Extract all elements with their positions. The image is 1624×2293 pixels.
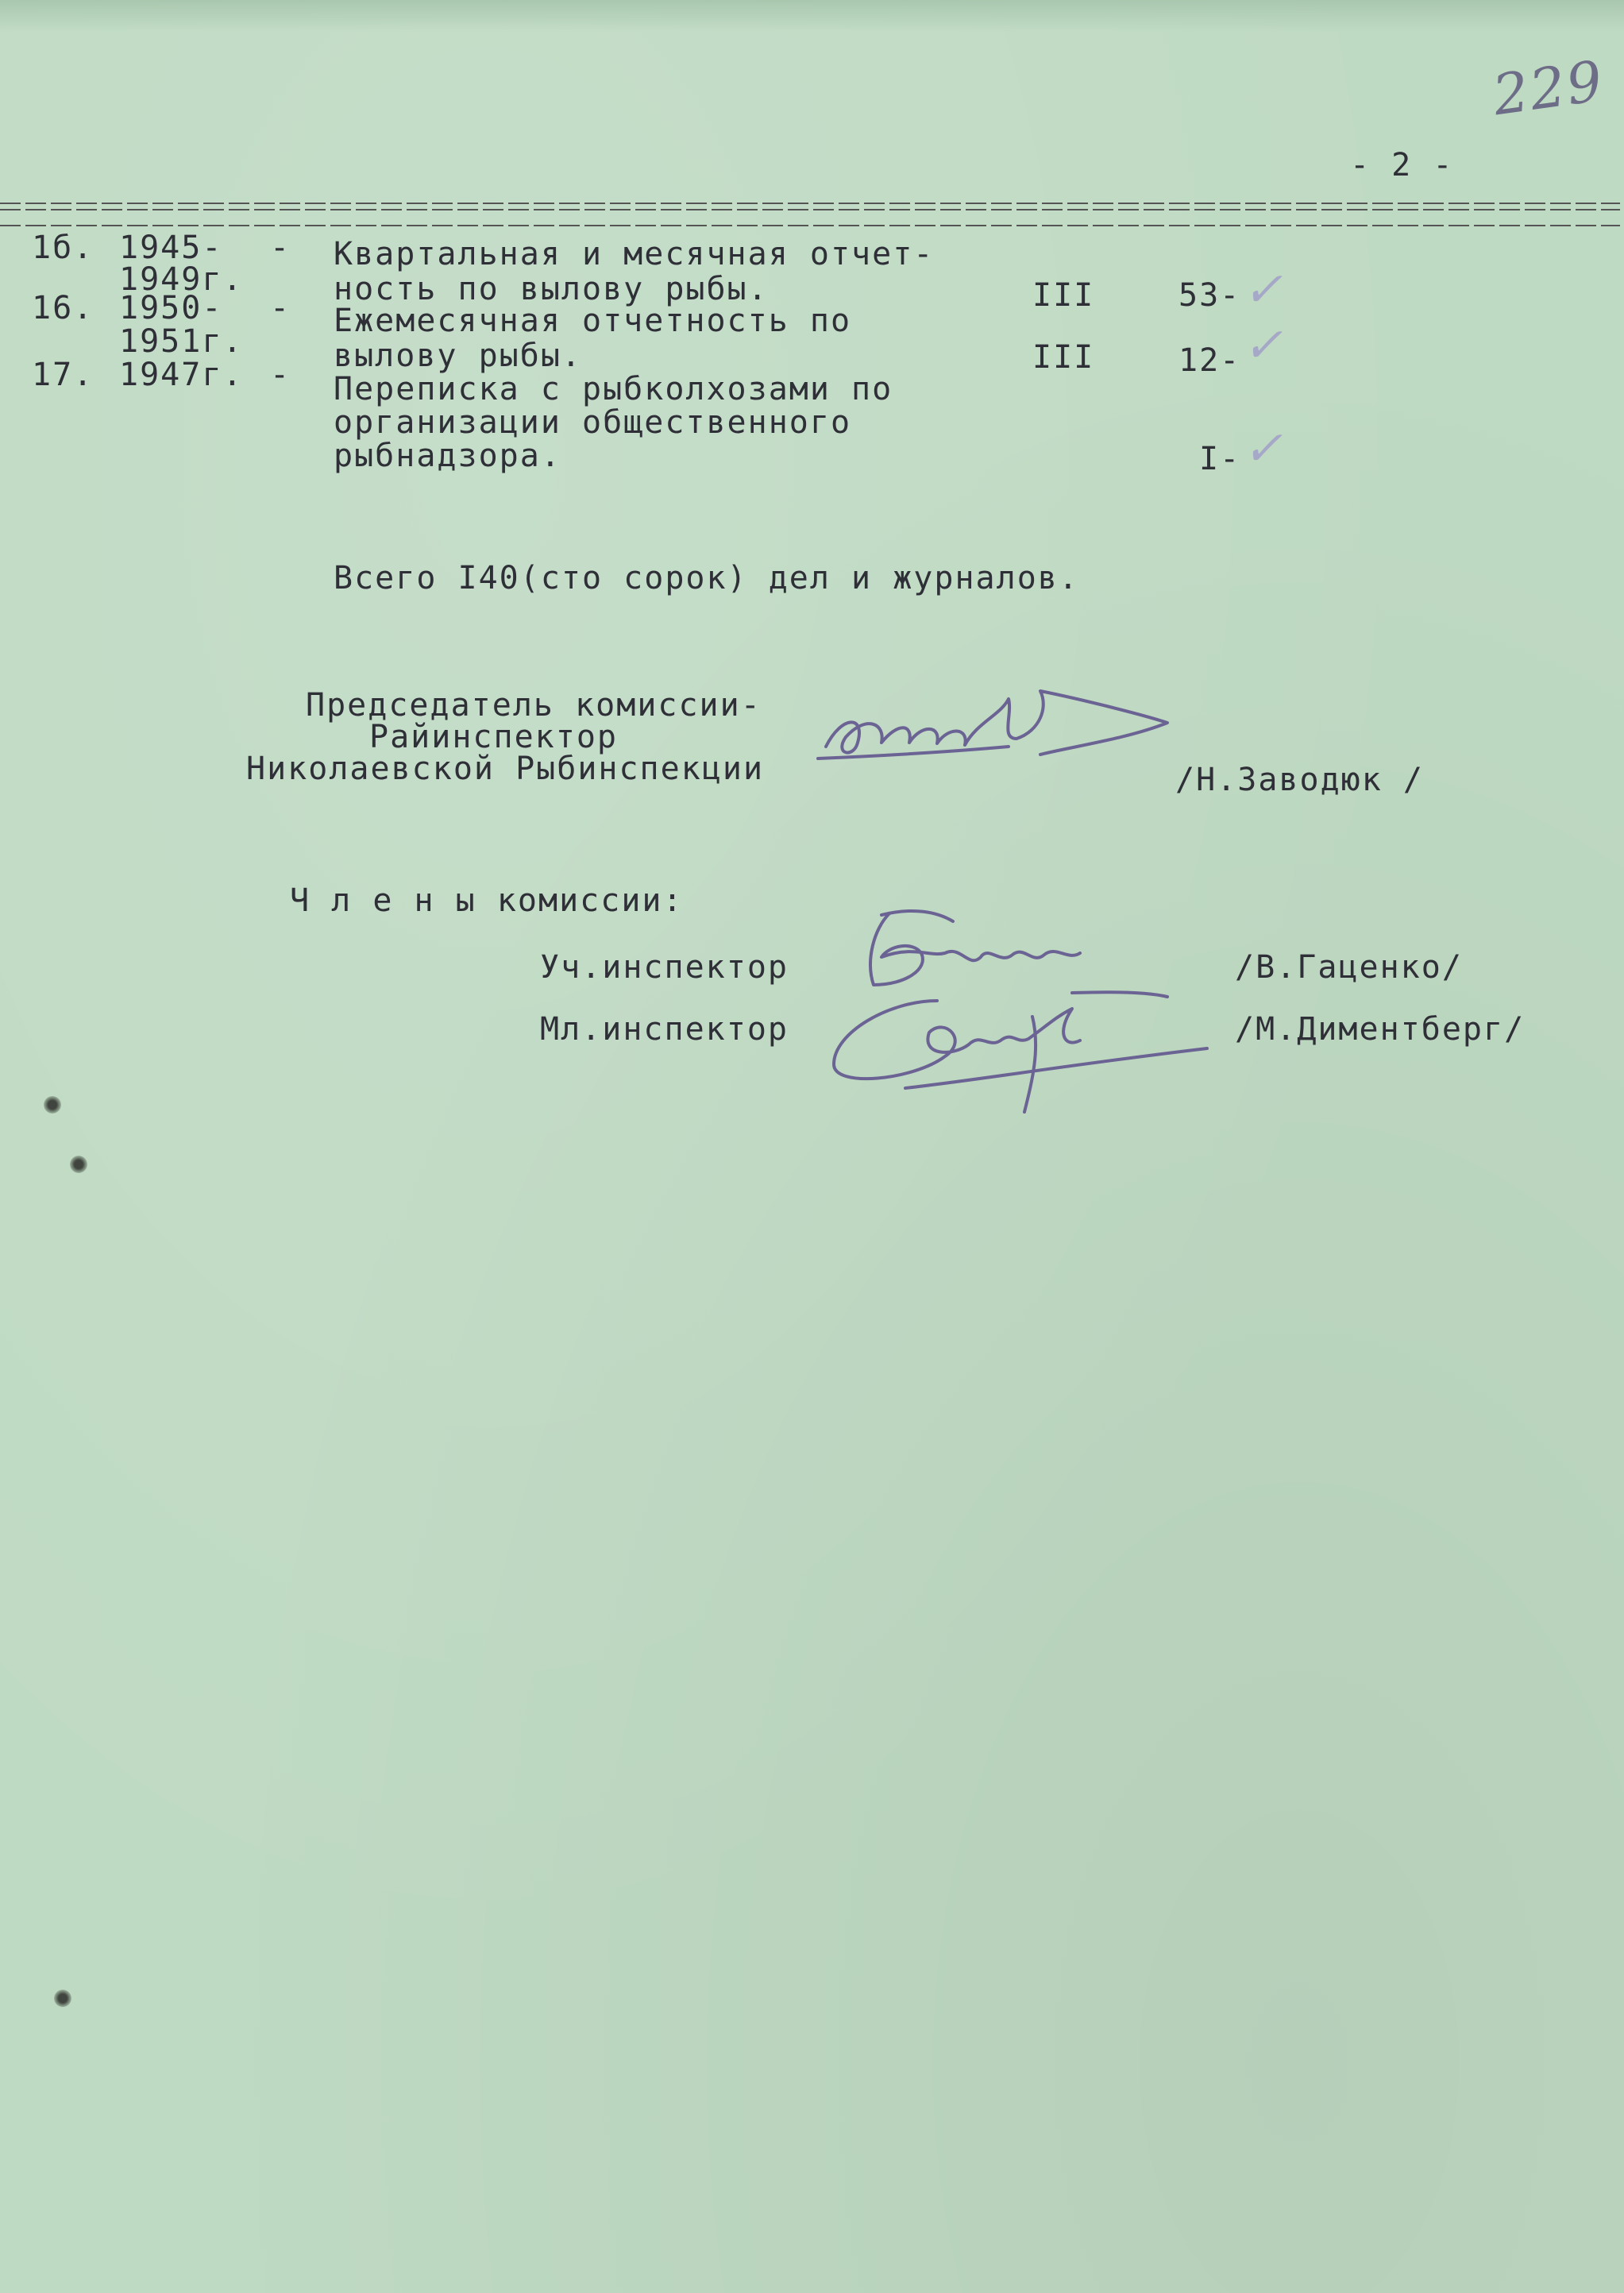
binder-hole — [70, 1156, 87, 1173]
member-signature — [818, 969, 1215, 1120]
chairman-name: /Н.Заводюк / — [1175, 762, 1424, 798]
item-dash: - — [270, 357, 291, 393]
item-number: 16. — [32, 290, 95, 326]
member-role: Уч.инспектор — [540, 949, 789, 986]
item-storage-term: III — [1032, 339, 1095, 376]
item-year-end: 1949г. — [119, 261, 244, 298]
member-role: Мл.инспектор — [540, 1011, 789, 1048]
item-count: I- — [1199, 441, 1241, 477]
total-line: Всего I40(сто сорок) дел и журналов. — [334, 560, 1079, 596]
binder-hole — [54, 1990, 71, 2007]
item-year-end: 1951г. — [119, 323, 244, 360]
chairman-signature — [810, 667, 1191, 786]
chairman-title-line2: Райинспектор — [369, 719, 618, 755]
table-rule-top — [0, 203, 1620, 204]
item-number: 1б. — [32, 230, 95, 266]
item-description-line1: Квартальная и месячная отчет- — [334, 236, 935, 272]
item-description-line1: Переписка с рыбколхозами по — [334, 371, 893, 407]
table-rule-bottom — [0, 225, 1620, 226]
item-storage-term: III — [1032, 277, 1095, 314]
item-number: 17. — [32, 357, 95, 393]
archive-sheet-number: 229 — [1488, 48, 1608, 129]
chairman-title-line1: Председатель комиссии- — [306, 687, 762, 724]
item-year-start: 1945- — [119, 230, 223, 266]
chairman-title-line3: Николаевской Рыбинспекции — [246, 751, 765, 787]
page-top-edge — [0, 0, 1624, 32]
item-description-line3: рыбнадзора. — [334, 438, 561, 474]
item-description-line2: ность по вылову рыбы. — [334, 271, 769, 307]
check-mark-icon: ✓ — [1243, 318, 1283, 373]
item-count: 12- — [1178, 342, 1241, 379]
item-year-start: 1947г. — [119, 357, 244, 393]
item-dash: - — [270, 290, 291, 326]
table-rule-middle — [0, 209, 1620, 210]
member-name: /М.Диментберг/ — [1235, 1011, 1526, 1048]
binder-hole — [44, 1096, 61, 1114]
check-mark-icon: ✓ — [1243, 421, 1283, 477]
check-mark-icon: ✓ — [1243, 262, 1283, 318]
item-dash: - — [270, 230, 291, 266]
item-description-line1: Ежемесячная отчетность по — [334, 303, 852, 339]
item-description-line2: организации общественного — [334, 404, 852, 441]
members-heading: Ч л е н ы комиссии: — [290, 882, 684, 919]
item-year-start: 1950- — [119, 290, 223, 326]
item-count: 53- — [1178, 277, 1241, 314]
page-number: - 2 - — [1350, 147, 1454, 183]
item-description-line2: вылову рыбы. — [334, 338, 582, 374]
member-name: /В.Гаценко/ — [1235, 949, 1463, 986]
